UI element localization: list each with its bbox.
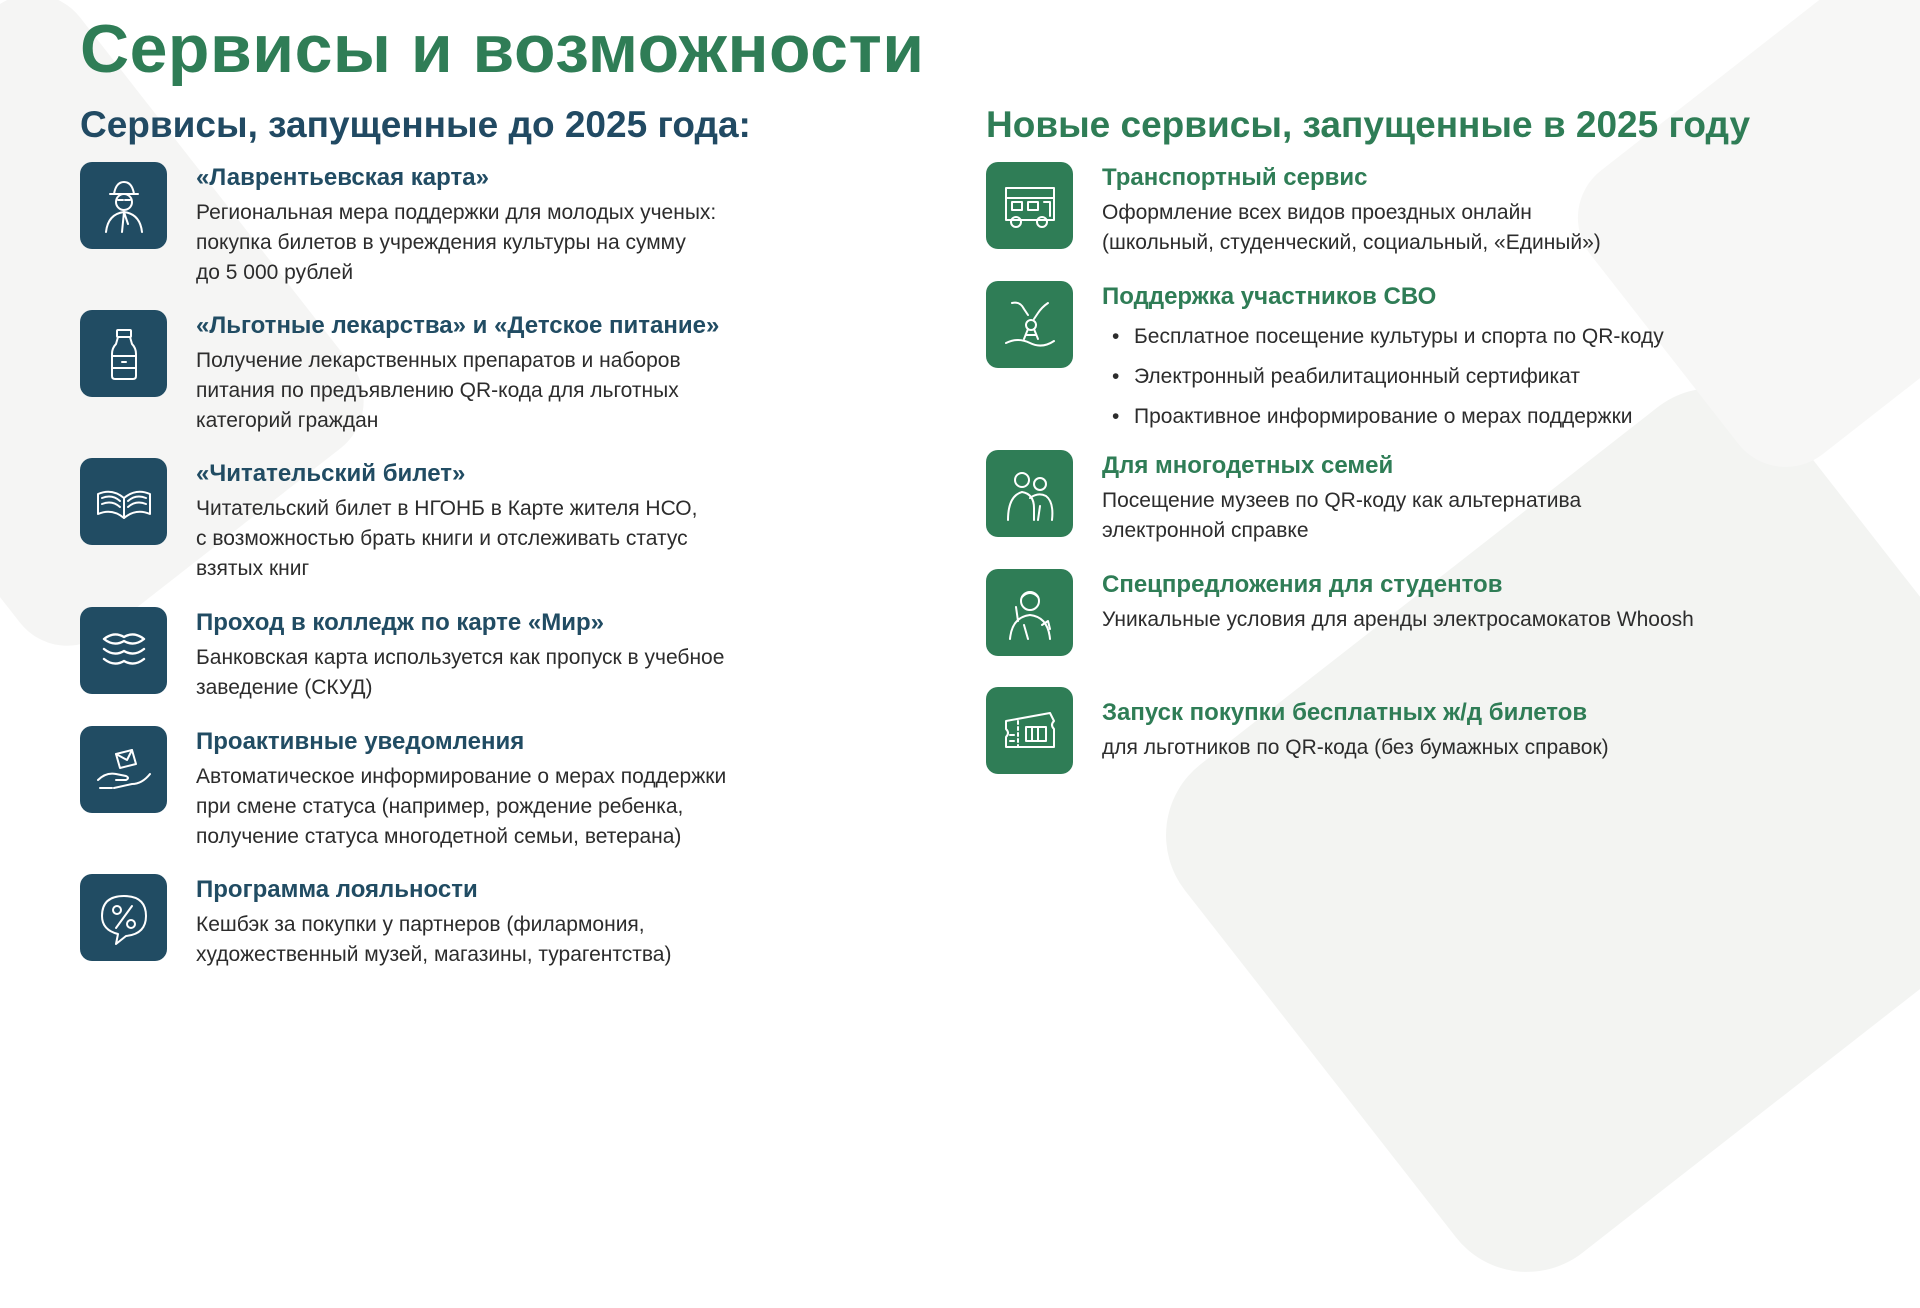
hands-envelope-icon xyxy=(80,726,167,813)
service-title: Транспортный сервис xyxy=(1102,164,1368,191)
helping-hands-icon xyxy=(986,281,1073,368)
service-title: «Читательский билет» xyxy=(196,460,466,487)
service-description: Получение лекарственных препаратов и наборов питания по предъявлению QR-кода для льготных категорий граждан xyxy=(196,349,681,432)
right-column-heading: Новые сервисы, запущенные в 2025 году xyxy=(986,104,1751,145)
service-description: Автоматическое информирование о мерах поддержки при смене статуса (например, рождение ребенка, получение статуса многодетной семьи, ветерана) xyxy=(196,765,727,848)
family-icon xyxy=(986,450,1073,537)
service-title: Проактивные уведомления xyxy=(196,728,525,755)
service-title: Запуск покупки бесплатных ж/д билетов xyxy=(1102,699,1588,726)
scientist-icon xyxy=(80,162,167,249)
service-description: Посещение музеев по QR-коду как альтернатива электронной справке xyxy=(1102,489,1582,542)
cards-stack-icon xyxy=(80,607,167,694)
service-title: Спецпредложения для студентов xyxy=(1102,571,1503,598)
service-title: «Льготные лекарства» и «Детское питание» xyxy=(196,312,720,339)
bullet-list xyxy=(1102,317,1664,437)
service-title: Проход в колледж по карте «Мир» xyxy=(196,609,604,636)
page-title: Сервисы и возможности xyxy=(80,11,925,87)
service-description: Региональная мера поддержки для молодых ученых: покупка билетов в учреждения культуры на сумму до 5 000 рублей xyxy=(196,201,717,284)
service-description: Оформление всех видов проездных онлайн (школьный, студенческий, социальный, «Единый») xyxy=(1102,201,1601,254)
open-book-icon xyxy=(80,458,167,545)
service-description: Уникальные условия для аренды электросамокатов Whoosh xyxy=(1102,608,1694,631)
list-item: • Бесплатное посещение культуры и спорта по QR-коду xyxy=(1112,325,1664,348)
service-title: «Лаврентьевская карта» xyxy=(196,164,489,191)
list-item: • Проактивное информирование о мерах поддержки xyxy=(1112,405,1633,428)
medicine-bottle-icon xyxy=(80,310,167,397)
service-description: Кешбэк за покупки у партнеров (филармония, художественный музей, магазины, турагентства) xyxy=(196,913,672,966)
service-title: Поддержка участников СВО xyxy=(1102,283,1437,310)
student-icon xyxy=(986,569,1073,656)
service-description: Читательский билет в НГОНБ в Карте жителя НСО, с возможностью брать книги и отслеживать статус взятых книг xyxy=(196,497,698,580)
service-title: Программа лояльности xyxy=(196,876,478,903)
service-description: для льготников по QR-кода (без бумажных справок) xyxy=(1102,736,1609,759)
train-ticket-icon xyxy=(986,687,1073,774)
service-description: Банковская карта используется как пропуск в учебное заведение (СКУД) xyxy=(196,646,725,699)
service-title: Для многодетных семей xyxy=(1102,452,1394,479)
list-item: • Электронный реабилитационный сертификат xyxy=(1112,365,1580,388)
left-column-heading: Сервисы, запущенные до 2025 года: xyxy=(80,104,751,145)
percent-chat-icon xyxy=(80,874,167,961)
bus-icon xyxy=(986,162,1073,249)
